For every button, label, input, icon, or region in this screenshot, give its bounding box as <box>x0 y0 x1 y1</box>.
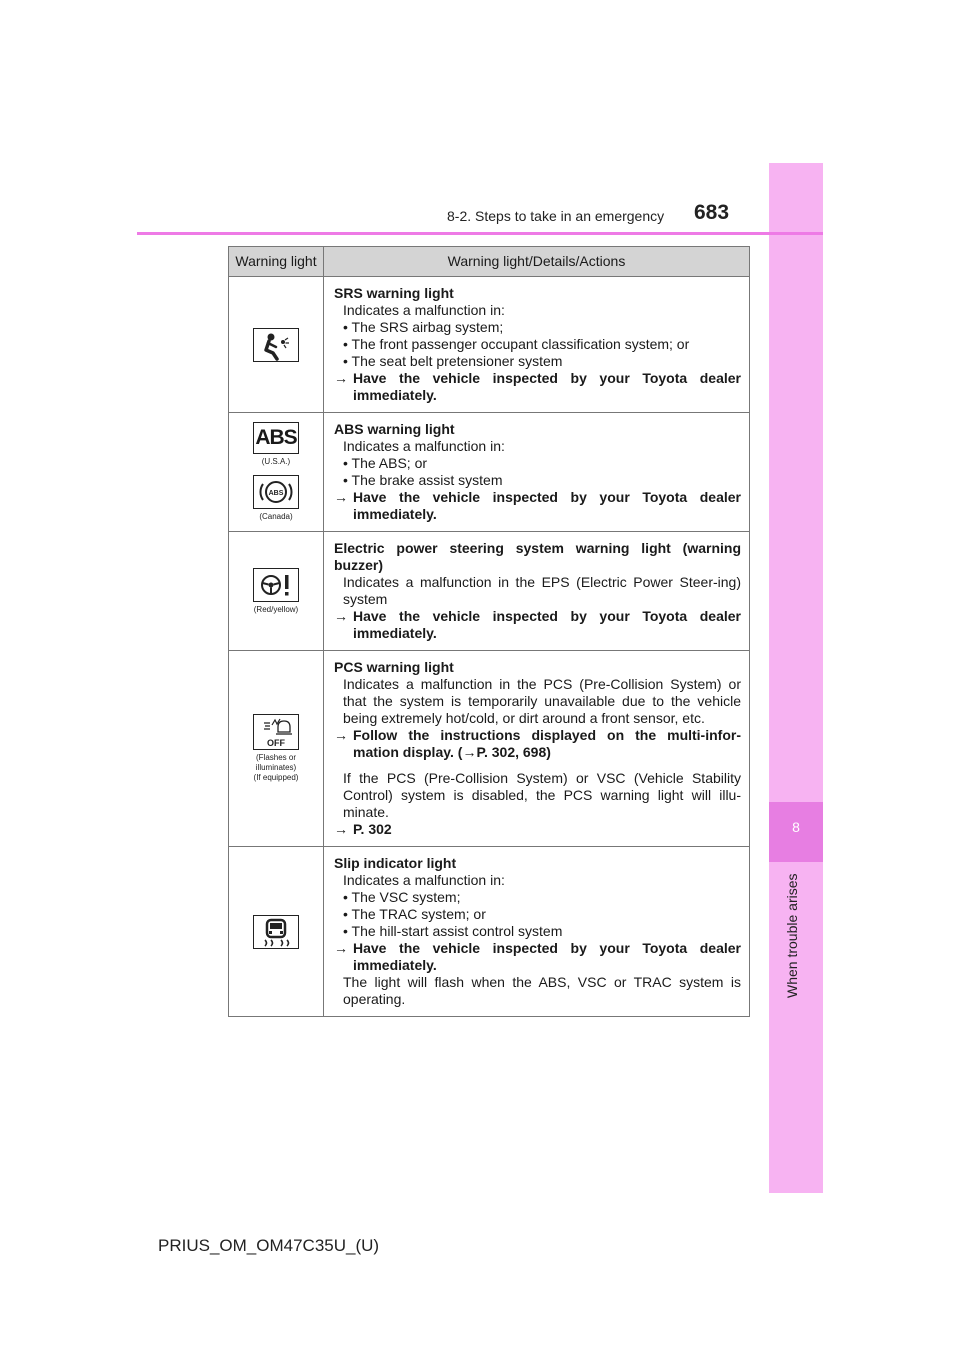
note-reference-line <box>334 821 741 838</box>
page-number: 683 <box>694 201 730 224</box>
column-header-warning-light: Warning light <box>229 247 324 277</box>
column-header-details: Warning light/Details/Actions <box>324 247 750 277</box>
pcs-off-label: OFF <box>267 738 285 748</box>
arrow-icon: → <box>334 821 348 837</box>
pcs-off-icon <box>253 714 299 750</box>
section-title: 8-2. Steps to take in an emergency <box>447 208 665 224</box>
action-line <box>334 727 741 761</box>
page-reference: P. 302 <box>353 821 392 837</box>
action-line <box>334 608 741 642</box>
action-line <box>334 370 741 404</box>
bullet-item: • The brake assist system <box>343 472 503 488</box>
icon-cell <box>229 847 324 1017</box>
light-intro: Indicates a malfunction in the EPS (Electric Power Steer-ing) system <box>343 574 741 607</box>
table-row <box>229 413 750 532</box>
action-text: Have the vehicle inspected by your Toyota dealer immediately. <box>353 940 741 973</box>
light-title: SRS warning light <box>334 285 454 301</box>
bullet-item: • The VSC system; <box>343 889 461 905</box>
light-note: The light will flash when the ABS, VSC or TRAC system is operating. <box>343 974 741 1007</box>
slip-indicator-icon <box>253 915 299 949</box>
light-intro: Indicates a malfunction in: <box>343 872 505 888</box>
action-text: Have the vehicle inspected by your Toyota dealer immediately. <box>353 608 741 641</box>
srs-airbag-icon <box>253 328 299 362</box>
icon-cell <box>229 532 324 651</box>
action-line <box>334 940 741 974</box>
arrow-icon: → <box>462 744 477 760</box>
table-row <box>229 651 750 847</box>
light-title: Slip indicator light <box>334 855 457 871</box>
icon-cell <box>229 413 324 532</box>
caption-usa: (U.S.A.) <box>261 457 291 466</box>
chapter-number: 8 <box>792 819 800 835</box>
abs-canada-label: ABS <box>268 490 284 497</box>
bullet-item: • The ABS; or <box>343 455 428 471</box>
bullet-item: • The SRS airbag system; <box>343 319 504 335</box>
power-steering-icon <box>253 568 299 602</box>
arrow-icon: → <box>334 489 348 505</box>
table-row <box>229 847 750 1017</box>
chapter-sidebar <box>769 163 823 1193</box>
bullet-item: • The hill-start assist control system <box>343 923 563 939</box>
arrow-icon: → <box>334 370 348 386</box>
arrow-icon: → <box>334 727 348 743</box>
table-row <box>229 277 750 413</box>
arrow-icon: → <box>334 608 348 624</box>
caption-line: (Flashes or <box>255 753 296 762</box>
action-text: Have the vehicle inspected by your Toyota dealer immediately. <box>353 489 741 522</box>
page-reference: P. 302, 698) <box>476 744 551 760</box>
header-rule <box>137 232 823 235</box>
abs-canada-icon <box>253 475 299 509</box>
bullet-item: • The front passenger occupant classification system; or <box>343 336 690 352</box>
bullet-item: • The seat belt pretensioner system <box>343 353 563 369</box>
light-intro: Indicates a malfunction in the PCS (Pre-Collision System) or that the system is temporarily unavailable due to the vehicle being extremely hot/cold, or dirt around a front sensor, etc. <box>343 676 741 726</box>
light-intro: Indicates a malfunction in: <box>343 438 505 454</box>
chapter-label: When trouble arises <box>784 873 800 998</box>
caption-color: (Red/yellow) <box>253 604 299 614</box>
caption-canada: (Canada) <box>259 512 293 521</box>
warning-light-table <box>228 246 750 1017</box>
caption-line: (If equipped) <box>253 773 299 782</box>
action-text: Have the vehicle inspected by your Toyota dealer immediately. <box>353 370 741 403</box>
table-header-row <box>229 247 750 277</box>
light-title: Electric power steering system warning light (warning buzzer) <box>334 540 741 573</box>
document-id: PRIUS_OM_OM47C35U_(U) <box>158 1236 380 1255</box>
light-title: PCS warning light <box>334 659 454 675</box>
abs-icon-label: ABS <box>255 426 297 449</box>
details-cell <box>324 847 750 1017</box>
details-cell <box>324 413 750 532</box>
arrow-icon: → <box>334 940 348 956</box>
light-intro: Indicates a malfunction in: <box>343 302 505 318</box>
action-line <box>334 489 741 523</box>
light-title: ABS warning light <box>334 421 455 437</box>
abs-icon <box>253 422 299 454</box>
icon-cell <box>229 651 324 847</box>
icon-cell <box>229 277 324 413</box>
action-text: Follow the instructions displayed on the multi-infor-mation display. ( <box>353 727 741 760</box>
details-cell <box>324 532 750 651</box>
light-note: If the PCS (Pre-Collision System) or VSC (Vehicle Stability Control) system is disabled, the PCS warning light will illu-minate. <box>343 770 741 820</box>
table-row <box>229 532 750 651</box>
details-cell <box>324 277 750 413</box>
caption-line: illuminates) <box>255 763 297 772</box>
details-cell <box>324 651 750 847</box>
bullet-item: • The TRAC system; or <box>343 906 486 922</box>
